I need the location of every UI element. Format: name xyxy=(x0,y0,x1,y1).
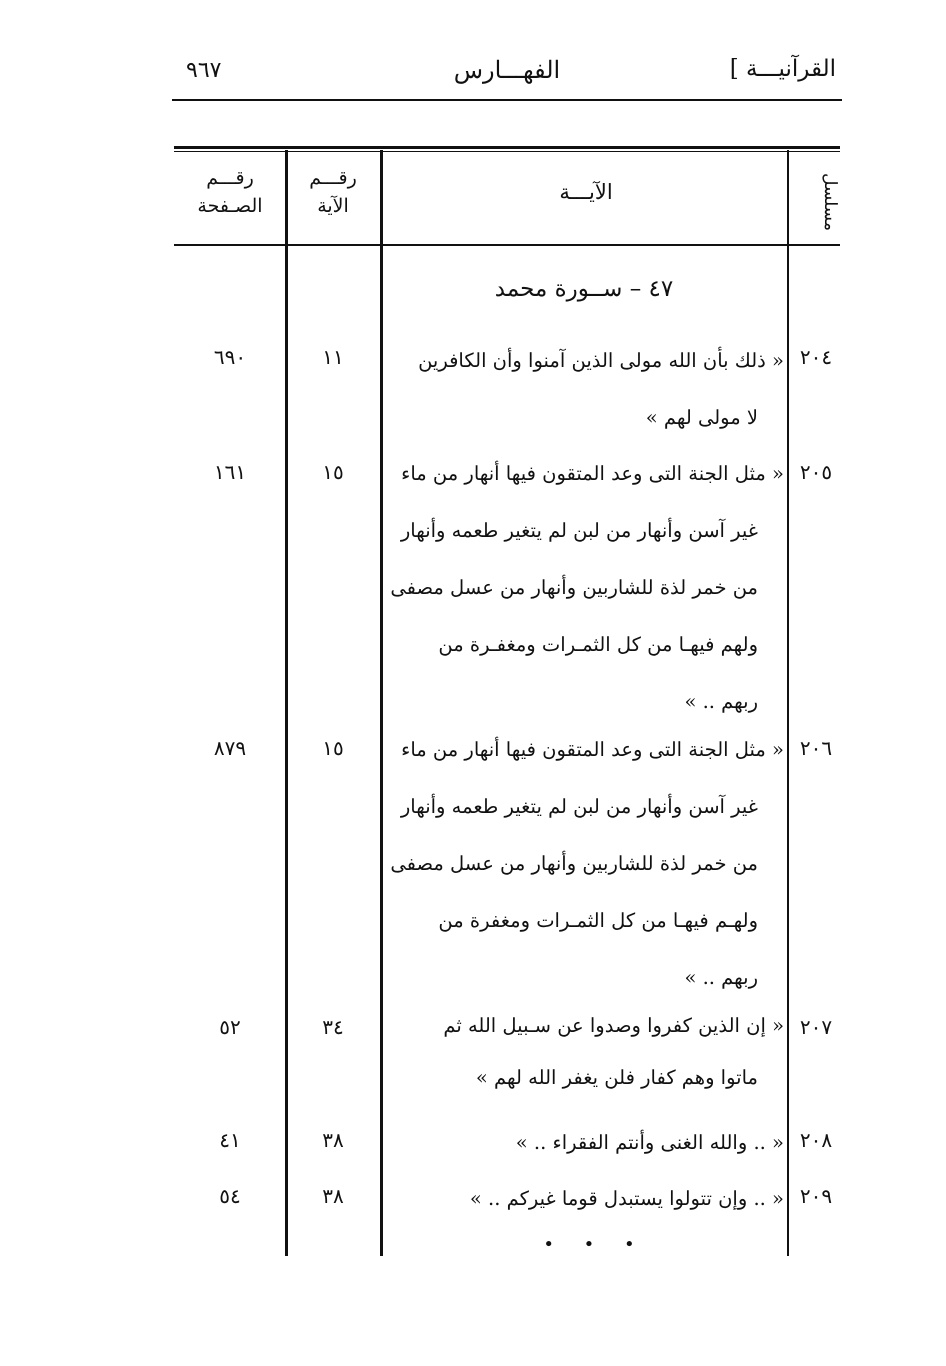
header-rule xyxy=(172,99,842,101)
sura-title: ٤٧ – ســورة محمد xyxy=(494,276,674,302)
header-ayah-number xyxy=(288,164,378,220)
column-divider-ayah xyxy=(285,150,288,1256)
verse-line: ربهم .. » xyxy=(684,966,758,989)
verse-line: « مثل الجنة التى وعد المتقون فيها أنهار من ماء xyxy=(401,738,784,761)
header-page-number xyxy=(176,164,284,220)
row-serial: ٢٠٦ xyxy=(799,736,833,760)
verse-line: من خمر لذة للشاربين وأنهار من عسل مصفى xyxy=(390,852,758,875)
row-ayah-number: ١٥ xyxy=(322,736,344,760)
row-verse xyxy=(384,332,788,446)
row-page-number: ٥٤ xyxy=(219,1184,241,1208)
row-ayah-number: ١٥ xyxy=(322,460,344,484)
row-serial: ٢٠٩ xyxy=(799,1184,833,1208)
row-page-number: ٥٢ xyxy=(219,1015,241,1039)
header-ayah-line1: رقـــم xyxy=(309,167,357,189)
row-ayah-number: ١١ xyxy=(322,345,344,369)
verse-line: لا مولى لهم » xyxy=(645,406,758,429)
row-page-number: ٦٩٠ xyxy=(213,345,247,369)
section-label: القرآنيـــة ] xyxy=(729,56,836,82)
verse-line: « إن الذين كفروا وصدوا عن سـبيل الله ثم xyxy=(443,1014,784,1037)
row-page-number: ٨٧٩ xyxy=(213,736,247,760)
row-page-number: ٤١ xyxy=(219,1128,241,1152)
verse-line: ولهـم فيهـا من كل الثمـرات ومغفرة من xyxy=(438,909,758,932)
header-page-line1: رقـــم xyxy=(206,167,254,189)
header-bottom-rule xyxy=(174,244,840,246)
header-verse: الآيـــة xyxy=(559,180,613,204)
verse-line: ربهم .. » xyxy=(684,690,758,713)
verse-line: من خمر لذة للشاربين وأنهار من عسل مصفى xyxy=(390,576,758,599)
end-mark: • • • xyxy=(543,1234,647,1255)
verse-line: غير آسن وأنهار من لبن لم يتغير طعمه وأنهار xyxy=(400,795,758,818)
verse-line: « .. والله الغنى وأنتم الفقراء .. » xyxy=(515,1131,784,1154)
row-ayah-number: ٣٨ xyxy=(322,1128,344,1152)
verse-line: « .. وإن تتولوا يستبدل قوما غيركم .. » xyxy=(469,1187,784,1210)
table-top-rule-thin xyxy=(174,151,840,152)
page-title: الفهـــارس xyxy=(453,56,561,84)
page-number: ٩٦٧ xyxy=(186,58,222,83)
table-top-rule xyxy=(174,146,840,149)
verse-line: غير آسن وأنهار من لبن لم يتغير طعمه وأنهار xyxy=(400,519,758,542)
row-verse xyxy=(384,1114,788,1171)
row-serial: ٢٠٨ xyxy=(799,1128,833,1152)
verse-line: « ذلك بأن الله مولى الذين آمنوا وأن الكافرين xyxy=(418,349,784,372)
row-ayah-number: ٣٨ xyxy=(322,1184,344,1208)
row-ayah-number: ٣٤ xyxy=(322,1015,344,1039)
header-serial: مسلسل xyxy=(820,173,840,231)
row-verse xyxy=(384,721,788,1006)
row-serial: ٢٠٥ xyxy=(799,460,833,484)
running-header xyxy=(172,52,842,100)
verse-line: ماتوا وهم كفار فلن يغفر الله لهم » xyxy=(475,1066,758,1089)
column-divider-verse xyxy=(380,150,383,1256)
header-page-line2: الصـفحة xyxy=(197,195,263,217)
row-verse xyxy=(384,1170,788,1227)
verse-line: ولهم فيهـا من كل الثمـرات ومغفـرة من xyxy=(438,633,758,656)
row-serial: ٢٠٧ xyxy=(799,1015,833,1039)
verse-line: « مثل الجنة التى وعد المتقون فيها أنهار من ماء xyxy=(401,462,784,485)
row-serial: ٢٠٤ xyxy=(799,345,833,369)
row-verse xyxy=(384,445,788,730)
header-ayah-line2: الآية xyxy=(317,195,349,217)
row-verse xyxy=(384,1000,788,1104)
row-page-number: ١٦١ xyxy=(213,460,247,484)
